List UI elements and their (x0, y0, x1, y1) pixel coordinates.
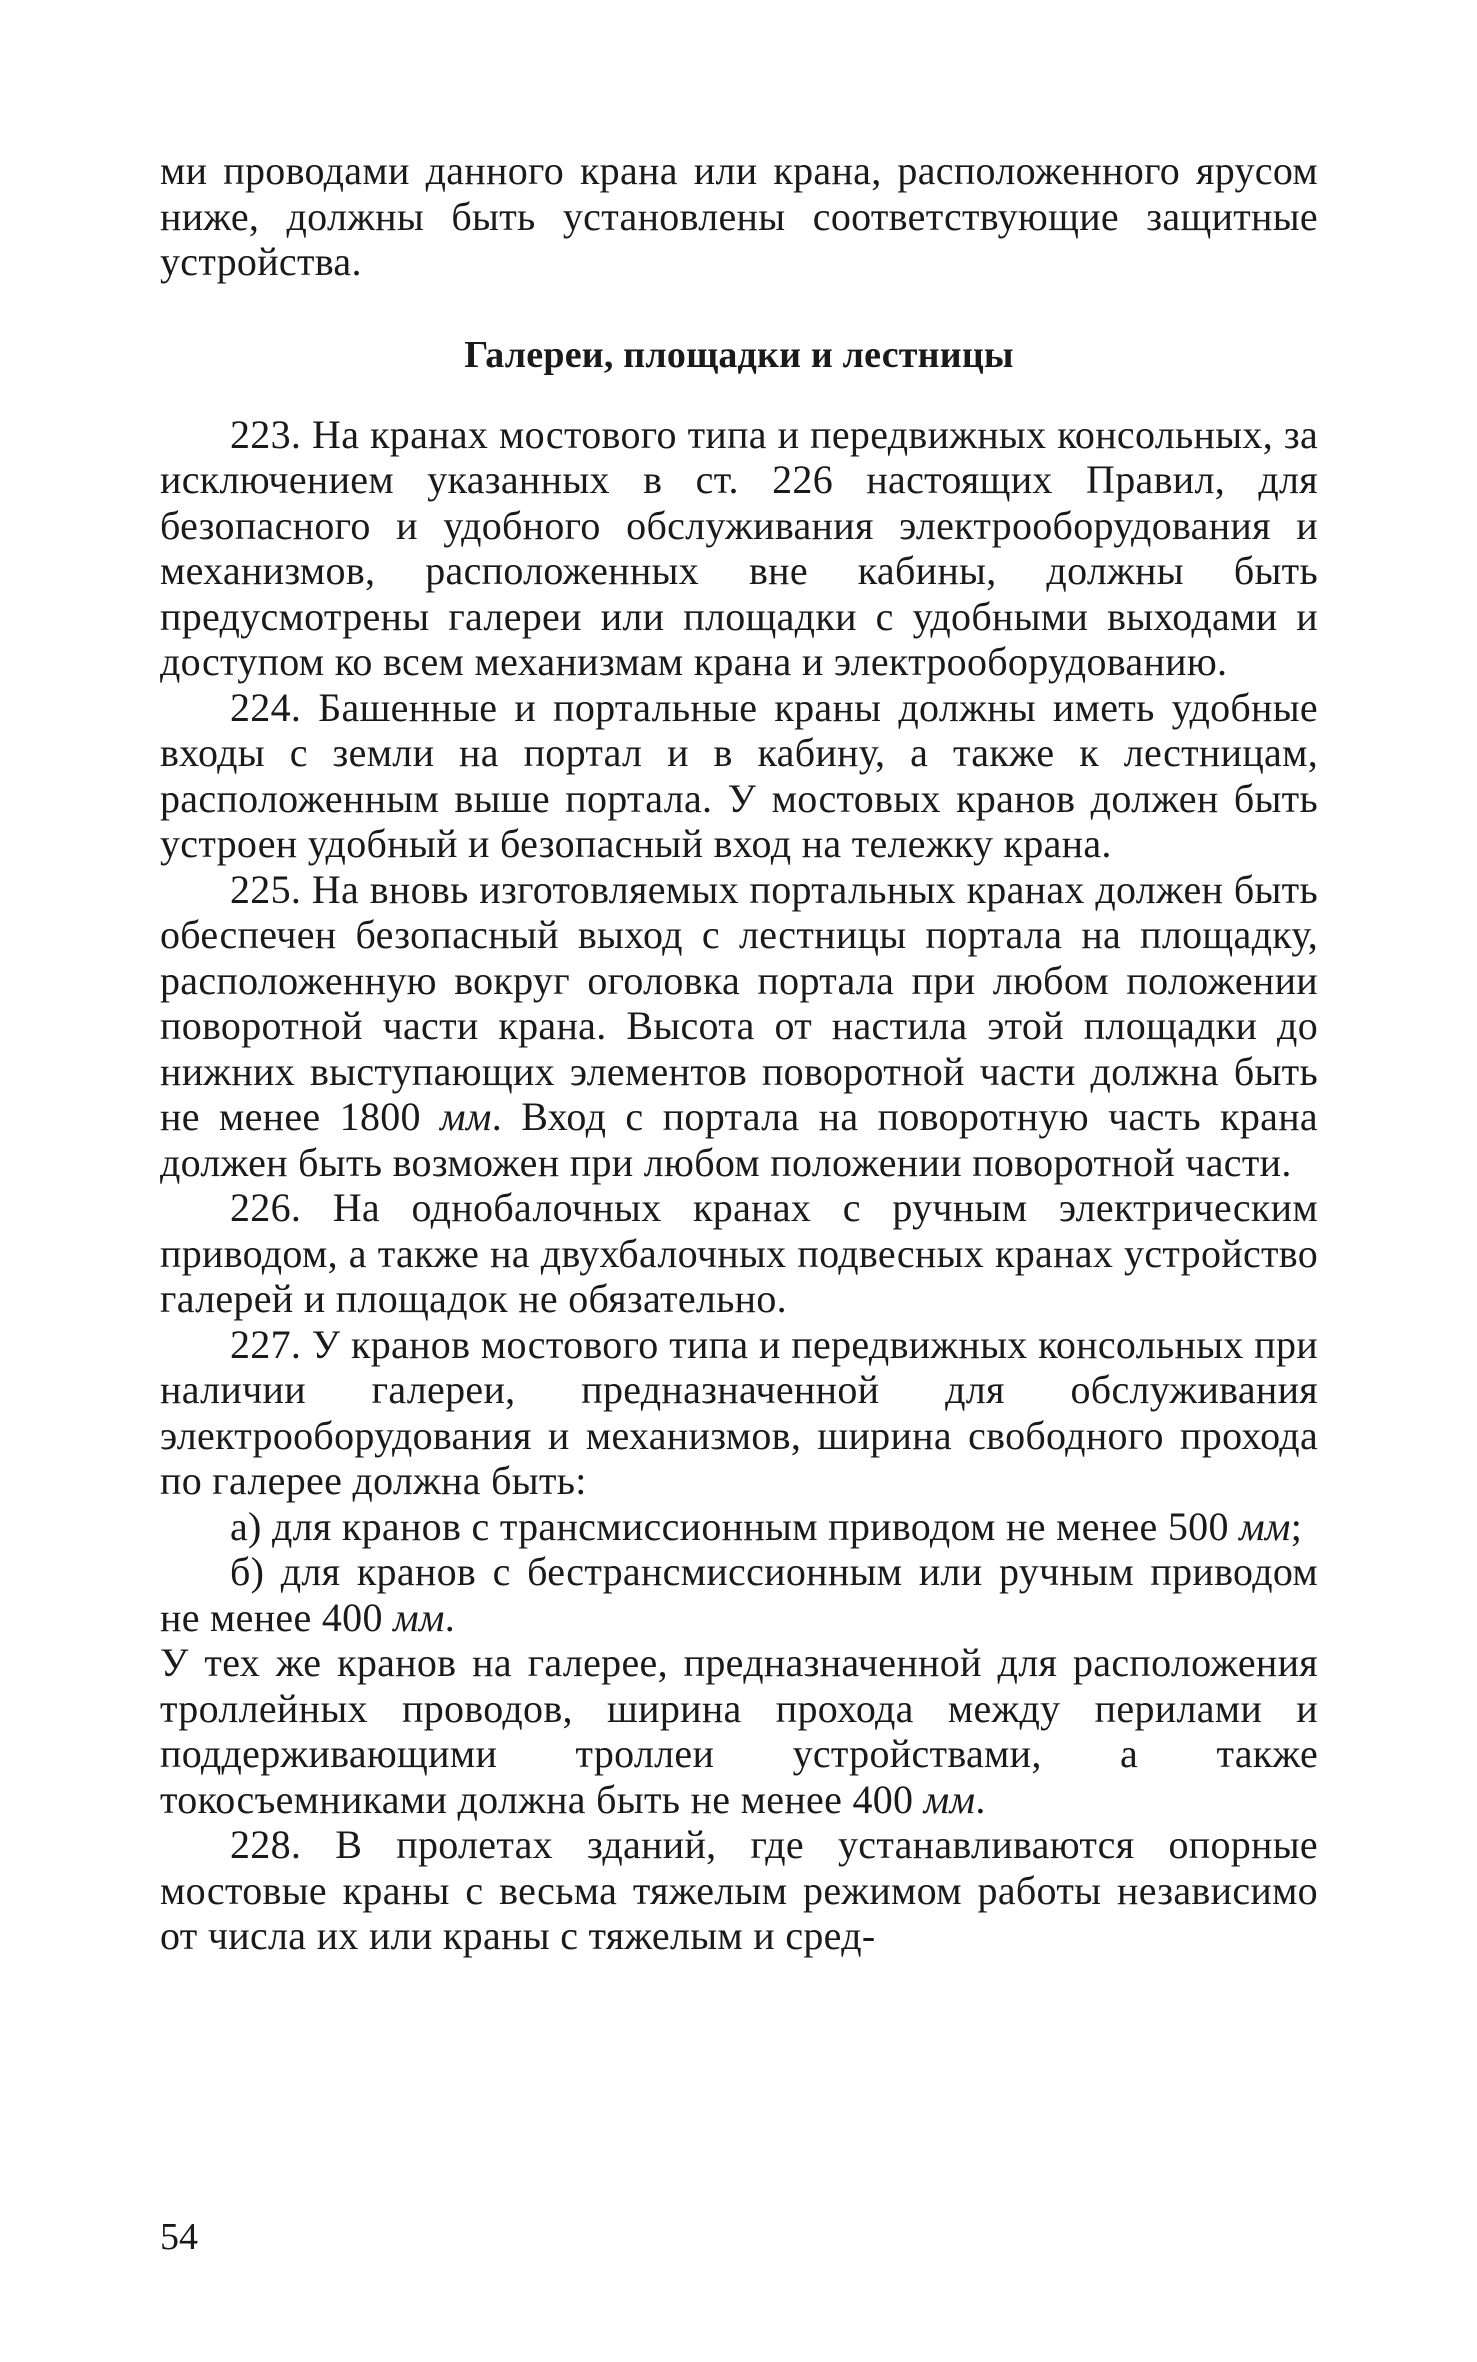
unit-mm: мм (1239, 1503, 1291, 1549)
paragraph-continuation: ми проводами данного крана или крана, расположенного ярусом ниже, должны быть установлены соответствующие защитные устройства. (160, 148, 1318, 284)
paragraph-223: 223. На кранах мостового типа и передвижных консольных, за исключением указанных в ст. 226 настоящих Правил, для безопасного и удобного обслуживания электрооборудования и механизмов, расположенных вне кабины, должны быть предусмотрены галереи или площадки с удобными выходами и доступом ко всем механизмам крана и электрооборудованию. (160, 411, 1318, 684)
paragraph-226: 226. На однобалочных кранах с ручным электрическим приводом, а также на двухбалочных подвесных кранах устройство галерей и площадок не обязательно. (160, 1185, 1318, 1321)
list-item-a-end: ; (1290, 1503, 1303, 1549)
page-body (160, 148, 1318, 1959)
page-number: 54 (160, 2216, 198, 2258)
list-item-b-end: . (444, 1594, 456, 1640)
paragraph-227-continuation-text: У тех же кранов на галерее, предназначенной для расположения троллейных проводов, ширина прохода между перилами и поддерживающими троллеи устройствами, а также токосъемниками должна быть не менее 400 (160, 1640, 1318, 1822)
paragraph-224: 224. Башенные и портальные краны должны иметь удобные входы с земли на портал и в кабину, а также к лестницам, расположенным выше портала. У мостовых кранов должен быть устроен удобный и безопасный вход на тележку крана. (160, 684, 1318, 866)
section-heading: Галереи, площадки и лестницы (464, 333, 1014, 376)
paragraph-227-continuation-end: . (975, 1776, 986, 1822)
paragraph-225 (160, 867, 1318, 1186)
list-item-a (160, 1504, 1318, 1550)
unit-mm: мм (440, 1094, 492, 1139)
unit-mm: мм (393, 1594, 445, 1640)
list-item-b (160, 1549, 1318, 1640)
paragraph-227-continuation (160, 1640, 1318, 1822)
paragraph-225-text: 225. На вновь изготовляемых портальных кранах должен быть обеспечен безопасный выход с лестницы портала на площадку, расположенную вокруг оголовка портала при любом положении поворотной части крана. Высота от настила этой площадки до нижних выступающих элементов поворотной части должна быть не менее 1800 (160, 866, 1318, 1139)
unit-mm: мм (923, 1776, 976, 1822)
list-item-b-text: б) для кранов с бестрансмиссионным или ручным приводом не менее 400 (160, 1549, 1318, 1640)
paragraph-227: 227. У кранов мостового типа и передвижных консольных при наличии галереи, предназначенной для обслуживания электрооборудования и механизмов, ширина свободного прохода по галерее должна быть: (160, 1321, 1318, 1503)
paragraph-225-text-end: . Вход с портала на поворотную часть крана должен быть возможен при любом положении поворотной части. (160, 1094, 1318, 1185)
paragraph-228: 228. В пролетах зданий, где устанавливаются опорные мостовые краны с весьма тяжелым режимом работы независимо от числа их или краны с тяжелым и сред- (160, 1822, 1318, 1958)
list-item-a-text: а) для кранов с трансмиссионным приводом не менее 500 (230, 1503, 1229, 1549)
